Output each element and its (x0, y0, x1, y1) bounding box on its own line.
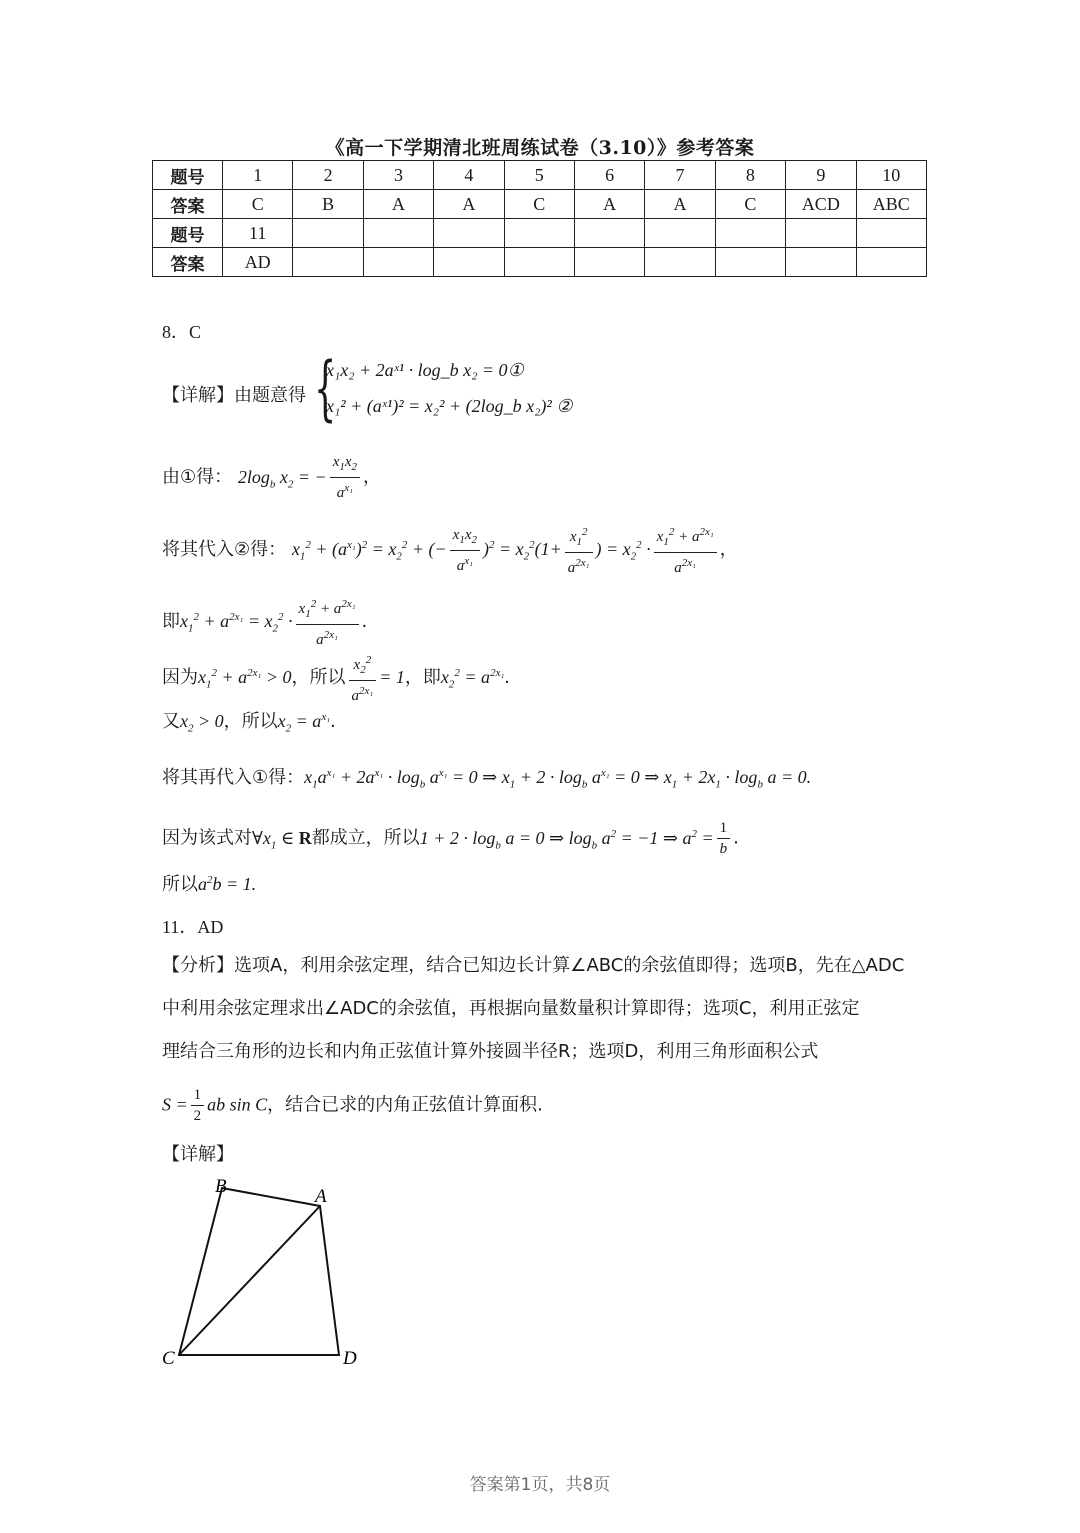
table-cell: C (715, 190, 785, 219)
q11-heading: 11．AD (162, 917, 224, 937)
table-row (153, 248, 927, 277)
table-cell (434, 219, 504, 248)
row-header: 答案 (153, 190, 223, 219)
analysis-line: 【分析】选项A，利用余弦定理，结合已知边长计算∠ABC的余弦值即得；选项B，先在△ADC (162, 955, 905, 976)
row-header: 答案 (153, 248, 223, 277)
table-cell: A (363, 190, 433, 219)
table-cell: 5 (504, 161, 574, 190)
analysis-line: 理结合三角形的边长和内角正弦值计算外接圆半径R；选项D，利用三角形面积公式 (162, 1041, 819, 1062)
table-cell: 9 (786, 161, 856, 190)
table-cell: A (434, 190, 504, 219)
q8-step-8: 所以$a^2b = 1$. (162, 874, 257, 895)
table-cell: A (645, 190, 715, 219)
table-cell: 2 (293, 161, 363, 190)
table-cell (504, 248, 574, 277)
table-cell (645, 248, 715, 277)
answer-table (152, 160, 927, 277)
table-cell: 1 (223, 161, 293, 190)
table-cell: 11 (223, 219, 293, 248)
equation-system (314, 347, 614, 429)
table-cell (293, 219, 363, 248)
equation-1: x₁x₂ + 2aˣ¹ · log_b x₂ = 0① (326, 360, 524, 380)
label-b: B (215, 1176, 227, 1197)
brace: { (314, 347, 337, 429)
table-cell: ACD (786, 190, 856, 219)
q8-step-2: 将其代入②得： $x_1^2 + (a^{x_1})^2 = x_2^2$ + (− $\frac{x_1x_2}{a^{x_1}}$ )$^2 = x_2^2(1+$ $\frac{x_1^2}{a^{2x_1}}$ ) = $x_2^2$ · $\frac{x_1^2 + a^{2x_1}}{a^{2x_1}}$ ， (162, 522, 738, 578)
label-a: A (315, 1186, 327, 1207)
q8-heading: 8．C (162, 322, 202, 342)
q8-step-4: 因为$x_1^2 + a^{2x_1} > 0$，所以 $\frac{x_2^2}{a^{2x_1}}$ = 1，即$x_2^2 = a^{2x_1}$. (162, 650, 510, 706)
table-cell: AD (223, 248, 293, 277)
analysis-line: 中利用余弦定理求出∠ADC的余弦值，再根据向量数量积计算即得；选项C，利用正弦定 (162, 998, 860, 1019)
page-footer: 答案第1页，共8页 (469, 1475, 611, 1495)
table-cell: 6 (574, 161, 644, 190)
table-cell (293, 248, 363, 277)
row-header: 题号 (153, 161, 223, 190)
page-title: 《高一下学期清北班周练试卷（3.10）》参考答案 (325, 137, 755, 159)
table-cell: ABC (856, 190, 926, 219)
table-cell (574, 248, 644, 277)
q8-step-5: 又$x_2 > 0$，所以$x_2 = a^{x_1}$. (162, 711, 336, 735)
table-row (153, 190, 927, 219)
q8-step-6: 将其再代入①得：$x_1a^{x_1} + 2a^{x_1} \cdot \log_b a^{x_1} = 0$ ⇒ $x_1 + 2 \cdot \log_b a^{x_1} = 0$ ⇒ $x_1 + 2x_1 \cdot \log_b a = 0$. (162, 767, 812, 791)
q8-step-7: 因为该式对$\forall x_1$ ∈ R都成立，所以$1 + 2 \cdot \log_b a = 0$ ⇒ $\log_b a^2 = -1$ ⇒ $a^2$ = $\frac{1}{b}$ . (162, 820, 739, 857)
row-header: 题号 (153, 219, 223, 248)
equation-2: x₁² + (aˣ¹)² = x₂² + (2log_b x₂)² ② (326, 396, 573, 416)
table-cell (363, 219, 433, 248)
table-cell: C (504, 190, 574, 219)
table-cell: B (293, 190, 363, 219)
table-cell (574, 219, 644, 248)
q11-area-formula: S = $\frac{1}{2}$ ab sin C，结合已求的内角正弦值计算面积. (162, 1087, 543, 1124)
label-c: C (162, 1348, 175, 1369)
table-cell: 3 (363, 161, 433, 190)
q8-detail-label: 【详解】由题意得 (162, 385, 306, 406)
table-cell: 7 (645, 161, 715, 190)
table-cell (715, 248, 785, 277)
q8-step-1: 由①得： $2\log_b$ $x_2$ = − $\frac{x_1x_2}{a^{x_1}}$ ， (162, 454, 382, 501)
table-cell (786, 219, 856, 248)
table-cell: 10 (856, 161, 926, 190)
table-cell (856, 219, 926, 248)
table-cell (504, 219, 574, 248)
table-cell (363, 248, 433, 277)
table-cell (434, 248, 504, 277)
table-cell: 4 (434, 161, 504, 190)
label-d: D (343, 1348, 357, 1369)
table-row (153, 219, 927, 248)
q8-step-3: 即$x_1^2 + a^{2x_1} = x_2^2$ · $\frac{x_1^2 + a^{2x_1}}{a^{2x_1}}$ . (162, 594, 367, 650)
table-cell: C (223, 190, 293, 219)
q11-detail-label: 【详解】 (162, 1144, 234, 1165)
table-cell: A (574, 190, 644, 219)
table-cell (786, 248, 856, 277)
table-row (153, 161, 927, 190)
table-cell (645, 219, 715, 248)
table-cell: 8 (715, 161, 785, 190)
table-cell (856, 248, 926, 277)
diagonal-ca (179, 1206, 320, 1355)
table-cell (715, 219, 785, 248)
q11-analysis (162, 944, 922, 1073)
quadrilateral-figure (150, 1170, 380, 1380)
